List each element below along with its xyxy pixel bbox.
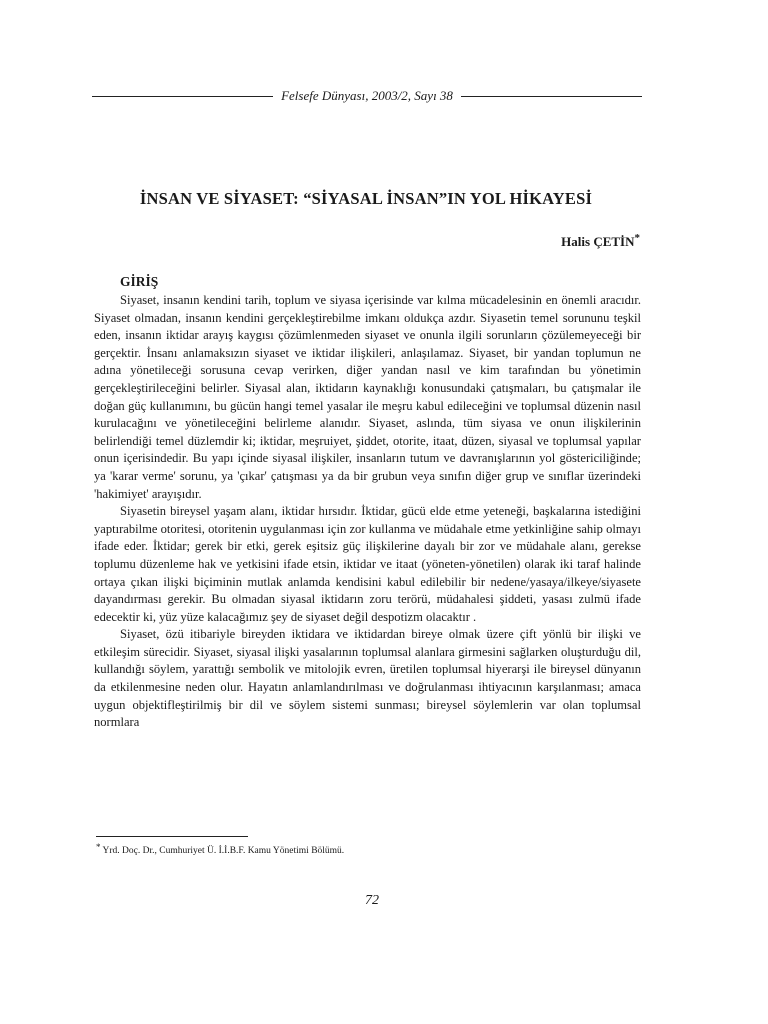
footnote — [96, 842, 344, 856]
running-header — [92, 88, 642, 104]
paragraph-2: Siyasetin bireysel yaşam alanı, iktidar hırsıdır. İktidar, gücü elde etme yeteneği, başkalarına istediğini yaptırabilme otoritesi, otoritenin uygulanması için zor kullanma ve müdahale etme yetkinliğine sahip olmayı ifade eder. İktidar; gerek bir etki, gerek eşitsiz güç ilişkilerine dayalı bir zor ve müdahale alanı, gerekse toplumu düzenleme hak ve yetkisini ifade etsin, iktidar ve itaat (yöneten-yönetilen) olarak iki taraf halinde ortaya çıkan ilişki biçiminin mutlak anlamda kendisini kabul edilebilir bir nedene/yasaya/ilkeye/siyasete dayandırması gerekir. Bu olmadan siyasal iktidarın zoru terörü, müdahalesi şiddeti, yasası zulmü ifade edecektir ki, yüz yüze kalacağımız şey de siyaset değil despotizm olacaktır . — [94, 504, 641, 624]
author-name: Halis ÇETİN — [561, 234, 635, 249]
header-rule-left — [92, 96, 273, 97]
footnote-mark: * — [96, 842, 101, 852]
paragraph-1: Siyaset, insanın kendini tarih, toplum ve siyasa içerisinde var kılma mücadelesinin en önemli aracıdır. Siyaset olmadan, insanın kendini gerçekleştirebilme imkanı oldukça azdır. Siyasetin temel sorununu teşkil eden, insanın iktidar arayış kaygısı çözümlenmeden siyaset ve onunla ilgili sorunların çözülemeyeceği bir gerçektir. İnsanı anlamaksızın siyaset ve iktidar ilişkileri, anlaşılamaz. Siyaset, bir yandan toplumun ne adına yönetileceği sorusuna cevap verirken, diğer yandan nasıl ve kim tarafından bu yönetimin gerçekleştirileceğini belirler. Siyasal alan, iktidarın kaynaklığı konusundaki çatışmaları, bu çatışmalar ile doğan güç kullanımını, bu gücün hangi temel yasalar ile meşru kabul edileceğini ve toplumsal düzenin nasıl kurulacağını ve yönetileceğini belirleme alanıdır. Siyaset, aslında, tüm siyasa ve onun ilişkilerinin belirlendiği temel düzlemdir ki; iktidar, meşruiyet, şiddet, otorite, itaat, düzen, siyasal ve toplumsal yapılar onun içerisindedir. Bu yapı içinde siyasal ilişkiler, insanların tutum ve davranışlarının yol göstericiliğinde; ya 'karar verme' sorunu, ya 'çıkar' çatışması ya da bir grubun veya sınıfın diğer grup ve sınıflar üzerindeki 'hakimiyet' arayışıdır. — [94, 293, 641, 501]
footnote-rule — [96, 836, 248, 837]
paragraph-3: Siyaset, özü itibariyle bireyden iktidara ve iktidardan bireye olmak üzere çift yönlü bir ilişki ve etkileşim sürecidir. Siyaset, siyasal ilişki yasalarının toplumsal alanlara girmesini sağlarken oluşturduğu dil, kullandığı söylem, yarattığı sembolik ve mitolojik evren, üretilen toplumsal hiyerarşi ile bireysel dünyanın da etkilenmesine neden olur. Hayatın anlamlandırılması ve doğrulanması ihtiyacının karşılanması; amaca uygun objektifleştirilmiş bir dil ve söylem sistemi sunması; bireysel söylemlerin var olan toplumsal normlara — [94, 627, 641, 730]
article-title: İNSAN VE SİYASET: “SİYASAL İNSAN”IN YOL HİKAYESİ — [139, 189, 593, 208]
journal-citation: Felsefe Dünyası, 2003/2, Sayı 38 — [281, 88, 453, 103]
article-body — [94, 292, 641, 732]
footnote-text: Yrd. Doç. Dr., Cumhuriyet Ü. İ.İ.B.F. Kamu Yönetimi Bölümü. — [102, 846, 345, 856]
page-number: 72 — [365, 893, 379, 908]
author-line — [561, 232, 640, 250]
section-heading: GİRİŞ — [120, 274, 159, 289]
header-rule-right — [461, 96, 642, 97]
author-footnote-mark: * — [634, 232, 640, 244]
